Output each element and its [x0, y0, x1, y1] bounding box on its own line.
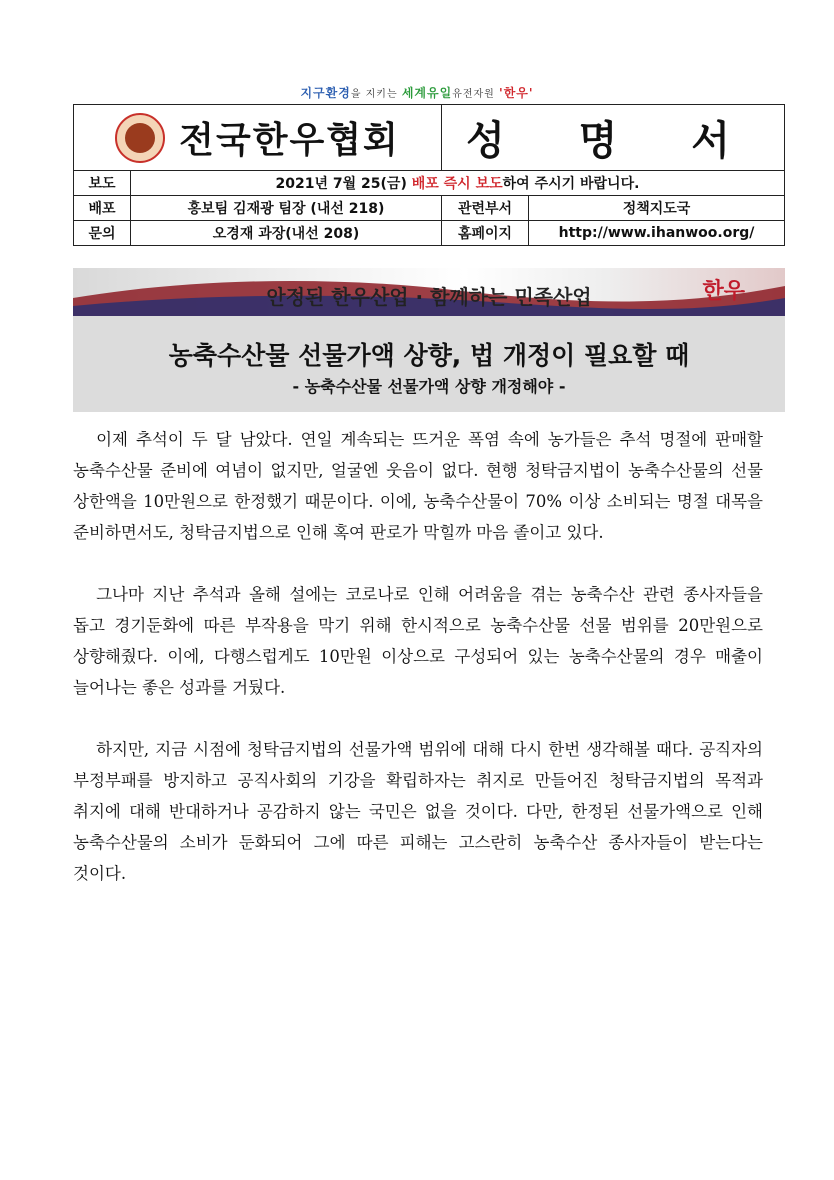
headline-title: 농축수산물 선물가액 상향, 법 개정이 필요할 때 [168, 341, 690, 370]
paragraph-3: 하지만, 지금 시점에 청탁금지법의 선물가액 범위에 대해 다시 한번 생각해볼 때다. 공직자의 부정부패를 방지하고 공직사회의 기강을 확립하자는 취지로 만들어진 청탁금지법의 목적과 취지에 대해 반대하거나 공감하지 않는 국민은 없을 것이다. 다만, 한정된 선물가액으로 인해 농축수산물의 소비가 둔화되어 그에 따른 피해는 고스란히 농축수산 종사자들이 받는다는 것이다. [73, 740, 763, 883]
hanwoo-logo: 한우 [702, 278, 745, 304]
tagline-part2: 을 지키는 [350, 89, 402, 100]
release-date: 2021년 7월 25(금) [275, 176, 407, 192]
dept-value: 정책지도국 [529, 196, 785, 221]
tagline-part4: 유전자원 [452, 89, 500, 100]
org-name: 전국한우협회 [179, 120, 400, 161]
headline-subtitle: - 농축수산물 선물가액 상향 개정해야 - [292, 377, 566, 396]
paragraph-2: 그나마 지난 추석과 올해 설에는 코로나로 인해 어려움을 겪는 농축수산 관련 종사자들을 돕고 경기둔화에 따른 부작용을 막기 위해 한시적으로 농축수산물 선물 범위를 20만원으로 상향해줬다. 이에, 다행스럽게도 10만원 이상으로 구성되어 있는 농축수산물의 경우 매출이 늘어나는 좋은 성과를 거뒀다. [73, 585, 763, 697]
tagline-part3: 세계유일 [401, 86, 453, 100]
homepage-label: 홈페이지 [442, 221, 529, 246]
distribution-label: 배포 [74, 196, 131, 221]
org-cell [74, 105, 442, 171]
tagline-part5: '한우' [499, 86, 534, 100]
tagline-part1: 지구환경 [300, 86, 351, 100]
headline-box [73, 316, 785, 412]
dept-label: 관련부서 [442, 196, 529, 221]
inquiry-value: 오경재 과장(내선 208) [131, 221, 442, 246]
tagline [0, 84, 834, 101]
statement-body [73, 424, 763, 920]
release-suffix: 하여 주시기 바랍니다. [502, 176, 640, 192]
homepage-link[interactable]: http://www.ihanwoo.org/ [529, 221, 785, 246]
release-highlight: 배포 즉시 보도 [411, 176, 503, 192]
doc-title-cell [442, 105, 785, 171]
inquiry-label: 문의 [74, 221, 131, 246]
release-label: 보도 [74, 171, 131, 196]
slogan-text: 안정된 한우산업 · 함께하는 민족산업 [266, 285, 592, 309]
distribution-value: 홍보팀 김재광 팀장 (내선 218) [131, 196, 442, 221]
slogan-banner [73, 268, 785, 316]
release-info [131, 171, 785, 196]
header-table [73, 104, 785, 246]
paragraph-1: 이제 추석이 두 달 남았다. 연일 계속되는 뜨거운 폭염 속에 농가들은 추석 명절에 판매할 농축수산물 준비에 여념이 없지만, 얼굴엔 웃음이 없다. 현행 청탁금지법이 농축수산물의 선물 상한액을 10만원으로 한정했기 때문이다. 이에, 농축수산물이 70% 이상 소비되는 명절 대목을 준비하면서도, 청탁금지법으로 인해 혹여 판로가 막힐까 마음 졸이고 있다. [73, 430, 763, 542]
association-logo-icon [115, 113, 165, 163]
doc-title: 성 명 서 [466, 118, 760, 164]
